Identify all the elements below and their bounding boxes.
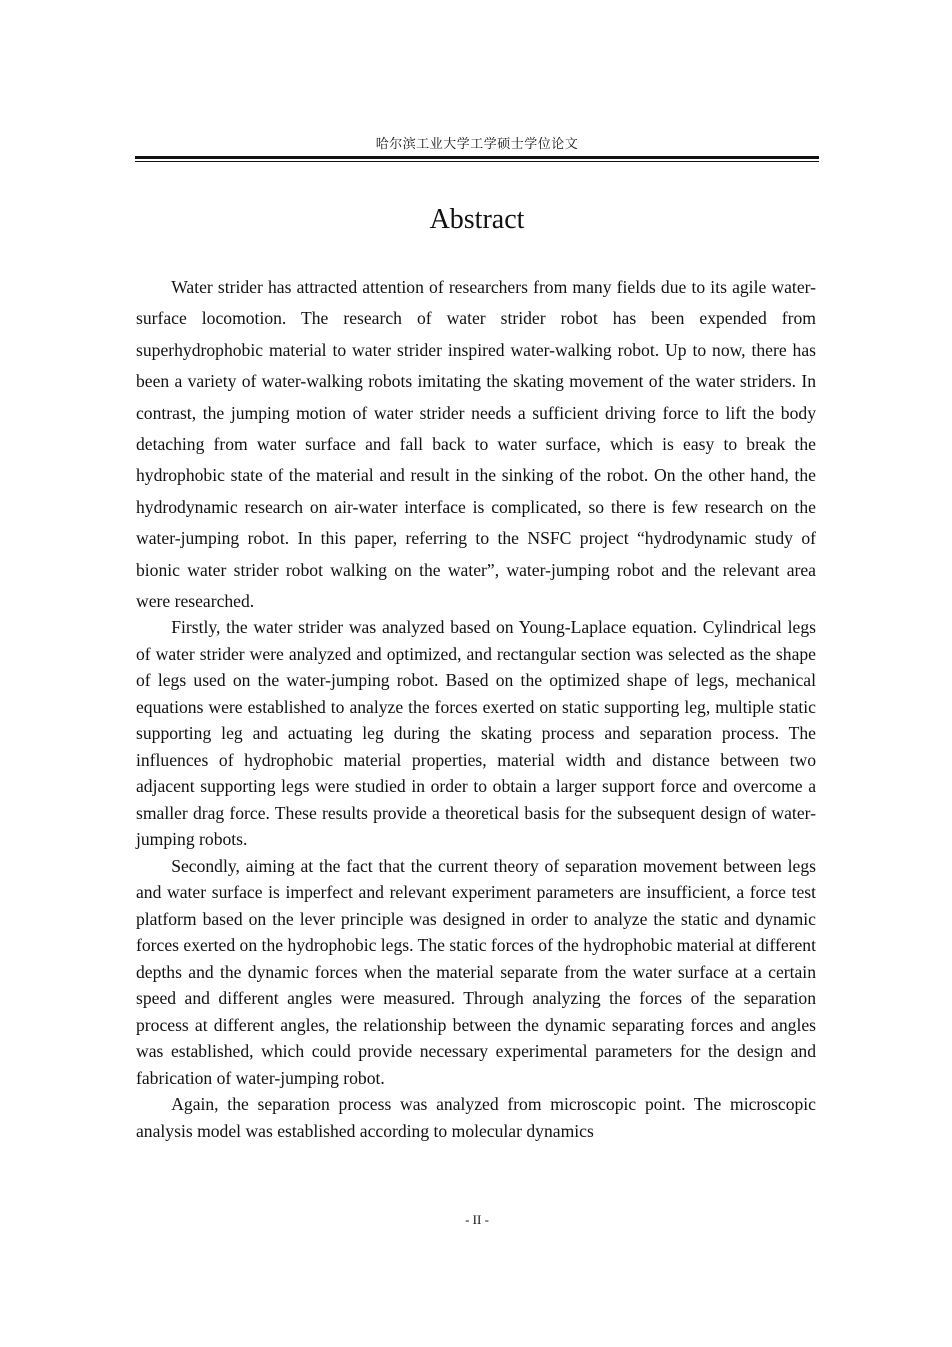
abstract-title: Abstract (429, 204, 525, 235)
abstract-paragraph-2: Firstly, the water strider was analyzed based on Young-Laplace equation. Cylindrical legs of water strider were analyzed and optimized, and rectangular section was selected as the shape of legs used on the water-jumping robot. Based on the optimized shape of legs, mechanical equations were established to analyze the forces exerted on static supporting leg, multiple static supporting leg and actuating leg during the skating process and separation process. The influences of hydrophobic material properties, material width and distance between two adjacent supporting legs were studied in order to obtain a larger support force and overcome a smaller drag force. These results provide a theoretical basis for the subsequent design of water-jumping robots. (136, 617, 816, 850)
running-header: 哈尔滨工业大学工学硕士学位论文 (375, 137, 579, 152)
header-rule-thin (135, 161, 819, 162)
abstract-paragraph-3: Secondly, aiming at the fact that the current theory of separation movement between legs and water surface is imperfect and relevant experiment parameters are insufficient, a force test platform based on the lever principle was designed in order to analyze the static and dynamic forces exerted on the hydrophobic legs. The static forces of the hydrophobic material at different depths and the dynamic forces when the material separate from the water surface at a certain speed and different angles were measured. Through analyzing the forces of the separation process at different angles, the relationship between the dynamic separating forces and angles was established, which could provide necessary experimental parameters for the design and fabrication of water-jumping robot. (136, 855, 816, 1088)
header-rule-thick (135, 156, 819, 159)
abstract-paragraph-4: Again, the separation process was analyzed from microscopic point. The microscopic analysis model was established according to molecular dynamics (136, 1094, 816, 1141)
abstract-paragraph-1: Water strider has attracted attention of researchers from many fields due to its agile water-surface locomotion. The research of water strider robot has been expended from superhydrophobic material to water strider inspired water-walking robot. Up to now, there has been a variety of water-walking robots imitating the skating movement of the water striders. In contrast, the jumping motion of water strider needs a sufficient driving force to lift the body detaching from water surface and fall back to water surface, which is easy to break the hydrophobic state of the material and result in the sinking of the robot. On the other hand, the hydrodynamic research on air-water interface is complicated, so there is few research on the water-jumping robot. In this paper, referring to the NSFC project “hydrodynamic study of bionic water strider robot walking on the water”, water-jumping robot and the relevant area were researched. (136, 277, 816, 612)
page-number: - II - (465, 1212, 489, 1227)
abstract-body (136, 272, 816, 1144)
